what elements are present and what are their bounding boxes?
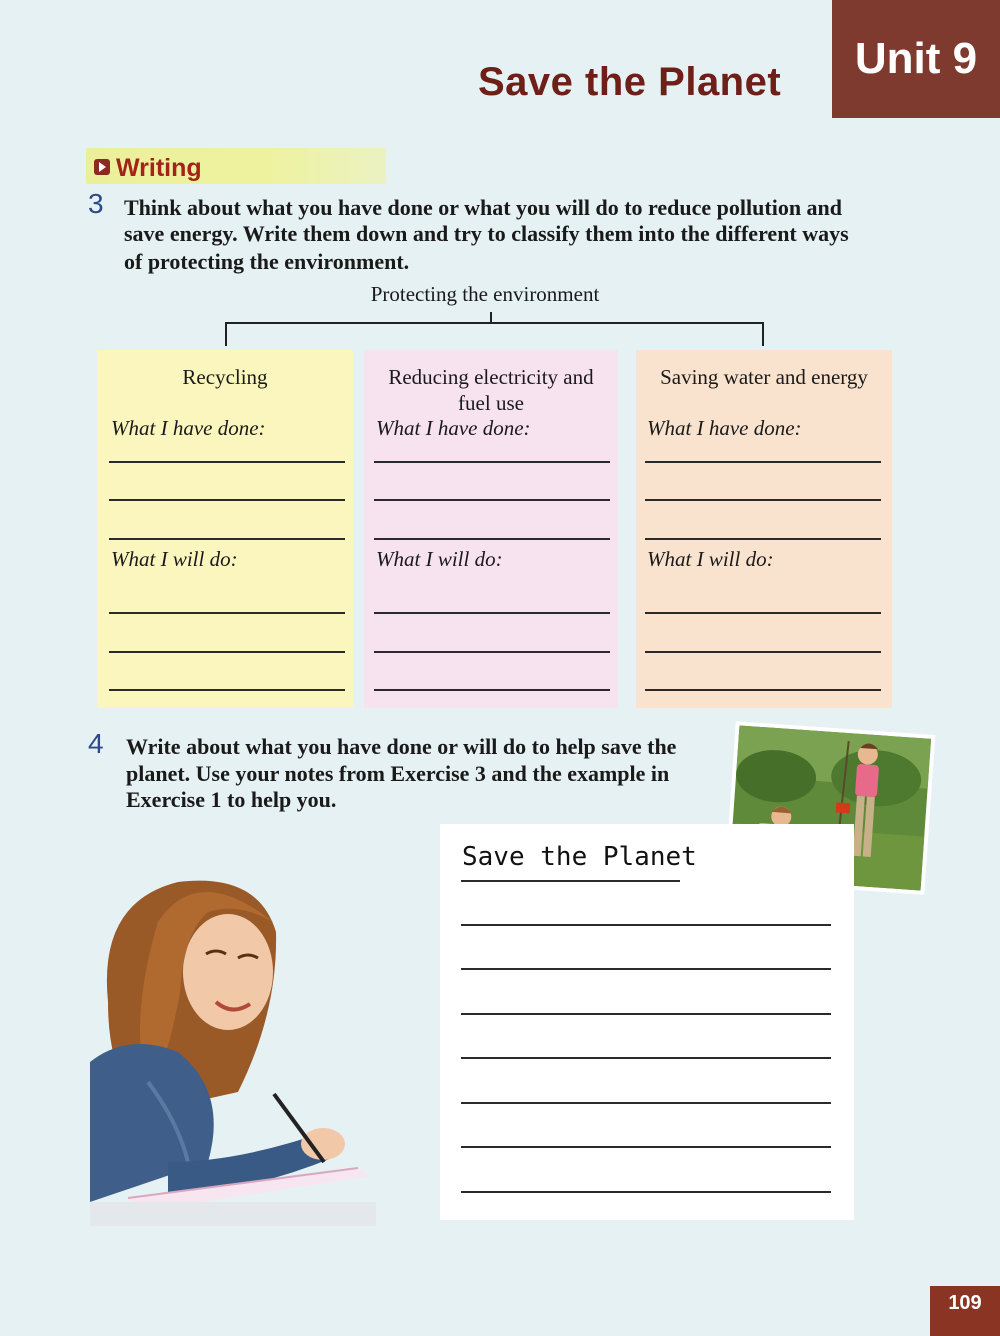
answer-line[interactable] — [374, 651, 610, 653]
exercise-4-line-3: Exercise 1 to help you. — [126, 787, 337, 812]
writing-line[interactable] — [461, 968, 831, 970]
answer-line[interactable] — [645, 651, 881, 653]
exercise-4-number: 4 — [88, 728, 104, 759]
answer-line[interactable] — [374, 461, 610, 463]
what-i-have-done-label: What I have done: — [111, 416, 266, 440]
play-icon — [94, 159, 110, 175]
answer-line[interactable] — [374, 612, 610, 614]
writing-box-title: Save the Planet — [462, 842, 697, 872]
answer-line[interactable] — [645, 538, 881, 540]
answer-line[interactable] — [109, 689, 345, 691]
exercise-4-line-2: planet. Use your notes from Exercise 3 and the example in — [126, 761, 670, 786]
answer-line[interactable] — [374, 538, 610, 540]
reducing-electricity-box — [364, 350, 618, 708]
what-i-will-do-label: What I will do: — [647, 547, 774, 571]
page-number: 109 — [930, 1286, 1000, 1336]
unit-tab: Unit 9 — [832, 0, 1000, 118]
box-title: Reducing electricity and — [388, 365, 594, 389]
box-title: Recycling — [182, 365, 268, 389]
diagram-root-label: Protecting the environment — [370, 282, 600, 306]
what-i-will-do-label: What I will do: — [111, 547, 238, 571]
writing-line[interactable] — [461, 1102, 831, 1104]
answer-line[interactable] — [109, 499, 345, 501]
what-i-will-do-label: What I will do: — [376, 547, 503, 571]
what-i-have-done-label: What I have done: — [647, 416, 802, 440]
what-i-have-done-label: What I have done: — [376, 416, 531, 440]
exercise-3-number: 3 — [88, 188, 104, 219]
writing-line[interactable] — [461, 1191, 831, 1193]
exercise-3-line-2: save energy. Write them down and try to classify them into the different ways — [124, 221, 849, 246]
writing-line[interactable] — [461, 1013, 831, 1015]
exercise-3-line-1: Think about what you have done or what you will do to reduce pollution and — [124, 195, 843, 220]
answer-line[interactable] — [645, 612, 881, 614]
answer-line[interactable] — [374, 499, 610, 501]
writing-line[interactable] — [461, 924, 831, 926]
saving-water-box — [636, 350, 892, 708]
diagram-connector — [225, 322, 764, 324]
writing-paper — [440, 824, 854, 1220]
box-title-2: fuel use — [458, 391, 524, 415]
title-underline — [461, 880, 680, 882]
diagram-connector — [225, 322, 227, 346]
page-title: Save the Planet — [478, 60, 782, 104]
answer-line[interactable] — [109, 461, 345, 463]
diagram-connector — [762, 322, 764, 346]
answer-line[interactable] — [645, 461, 881, 463]
box-title: Saving water and energy — [660, 365, 868, 389]
answer-line[interactable] — [374, 689, 610, 691]
answer-line[interactable] — [109, 651, 345, 653]
answer-line[interactable] — [109, 538, 345, 540]
girl-writing-photo — [88, 862, 378, 1226]
exercise-3-line-3: of protecting the environment. — [124, 249, 410, 274]
recycling-box — [97, 350, 353, 708]
answer-line[interactable] — [109, 612, 345, 614]
exercise-4-line-1: Write about what you have done or will do to help save the — [126, 734, 677, 759]
writing-line[interactable] — [461, 1146, 831, 1148]
answer-line[interactable] — [645, 499, 881, 501]
section-title: Writing — [116, 154, 202, 182]
answer-line[interactable] — [645, 689, 881, 691]
writing-line[interactable] — [461, 1057, 831, 1059]
